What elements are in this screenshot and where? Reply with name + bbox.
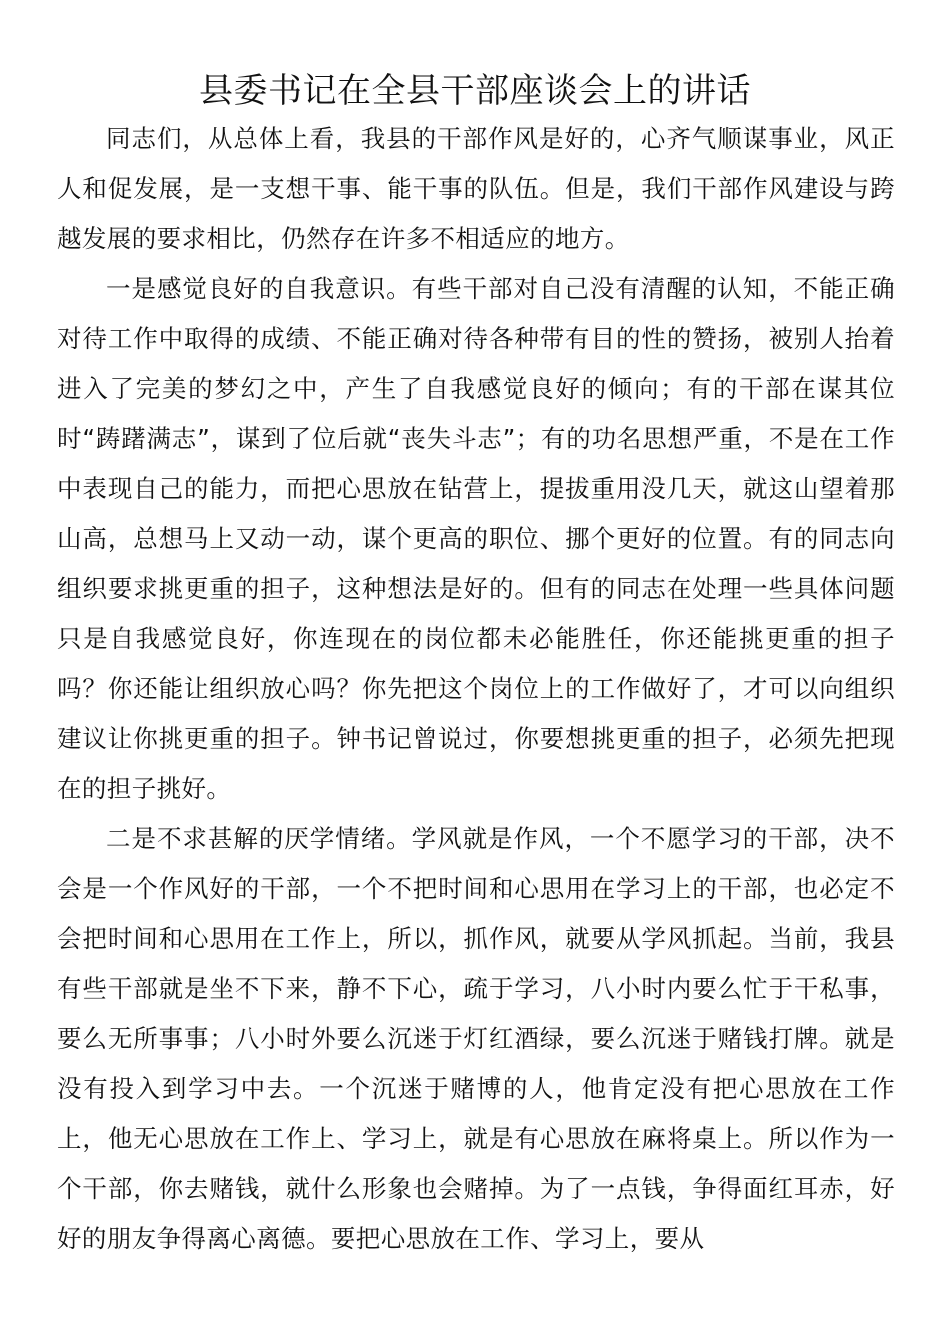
paragraph-intro: 同志们，从总体上看，我县的干部作风是好的，心齐气顺谋事业，风正人和促发展，是一支想干事、能干事的队伍。但是，我们干部作风建设与跨越发展的要求相比，仍然存在许多不相适应的地方。 (57, 124, 895, 253)
document-body (57, 114, 895, 1264)
paragraph-point-two: 二是不求甚解的厌学情绪。学风就是作风，一个不愿学习的干部，决不会是一个作风好的干部，一个不把时间和心思用在学习上的干部，也必定不会把时间和心思用在工作上，所以，抓作风，就要从学风抓起。当前，我县有些干部就是坐不下来，静不下心，疏于学习，八小时内要么忙于干私事，要么无所事事；八小时外要么沉迷于灯红酒绿，要么沉迷于赌钱打牌。就是没有投入到学习中去。一个沉迷于赌博的人，他肯定没有把心思放在工作上，他无心思放在工作上、学习上，就是有心思放在麻将桌上。所以作为一个干部，你去赌钱，就什么形象也会赌掉。为了一点钱，争得面红耳赤，好好的朋友争得离心离德。要把心思放在工作、学习上，要从 (57, 824, 895, 1253)
paragraph-point-one: 一是感觉良好的自我意识。有些干部对自己没有清醒的认知，不能正确对待工作中取得的成绩、不能正确对待各种带有目的性的赞扬，被别人抬着进入了完美的梦幻之中，产生了自我感觉良好的倾向；有的干部在谋其位时“踌躇满志”，谋到了位后就“丧失斗志”；有的功名思想严重，不是在工作中表现自己的能力，而把心思放在钻营上，提拔重用没几天，就这山望着那山高，总想马上又动一动，谋个更高的职位、挪个更好的位置。有的同志向组织要求挑更重的担子，这种想法是好的。但有的同志在处理一些具体问题只是自我感觉良好，你连现在的岗位都未必能胜任，你还能挑更重的担子吗？你还能让组织放心吗？你先把这个岗位上的工作做好了，才可以向组织建议让你挑更重的担子。钟书记曾说过，你要想挑更重的担子，必须先把现在的担子挑好。 (57, 274, 895, 803)
document-title: 县委书记在全县干部座谈会上的讲话 (199, 71, 751, 111)
